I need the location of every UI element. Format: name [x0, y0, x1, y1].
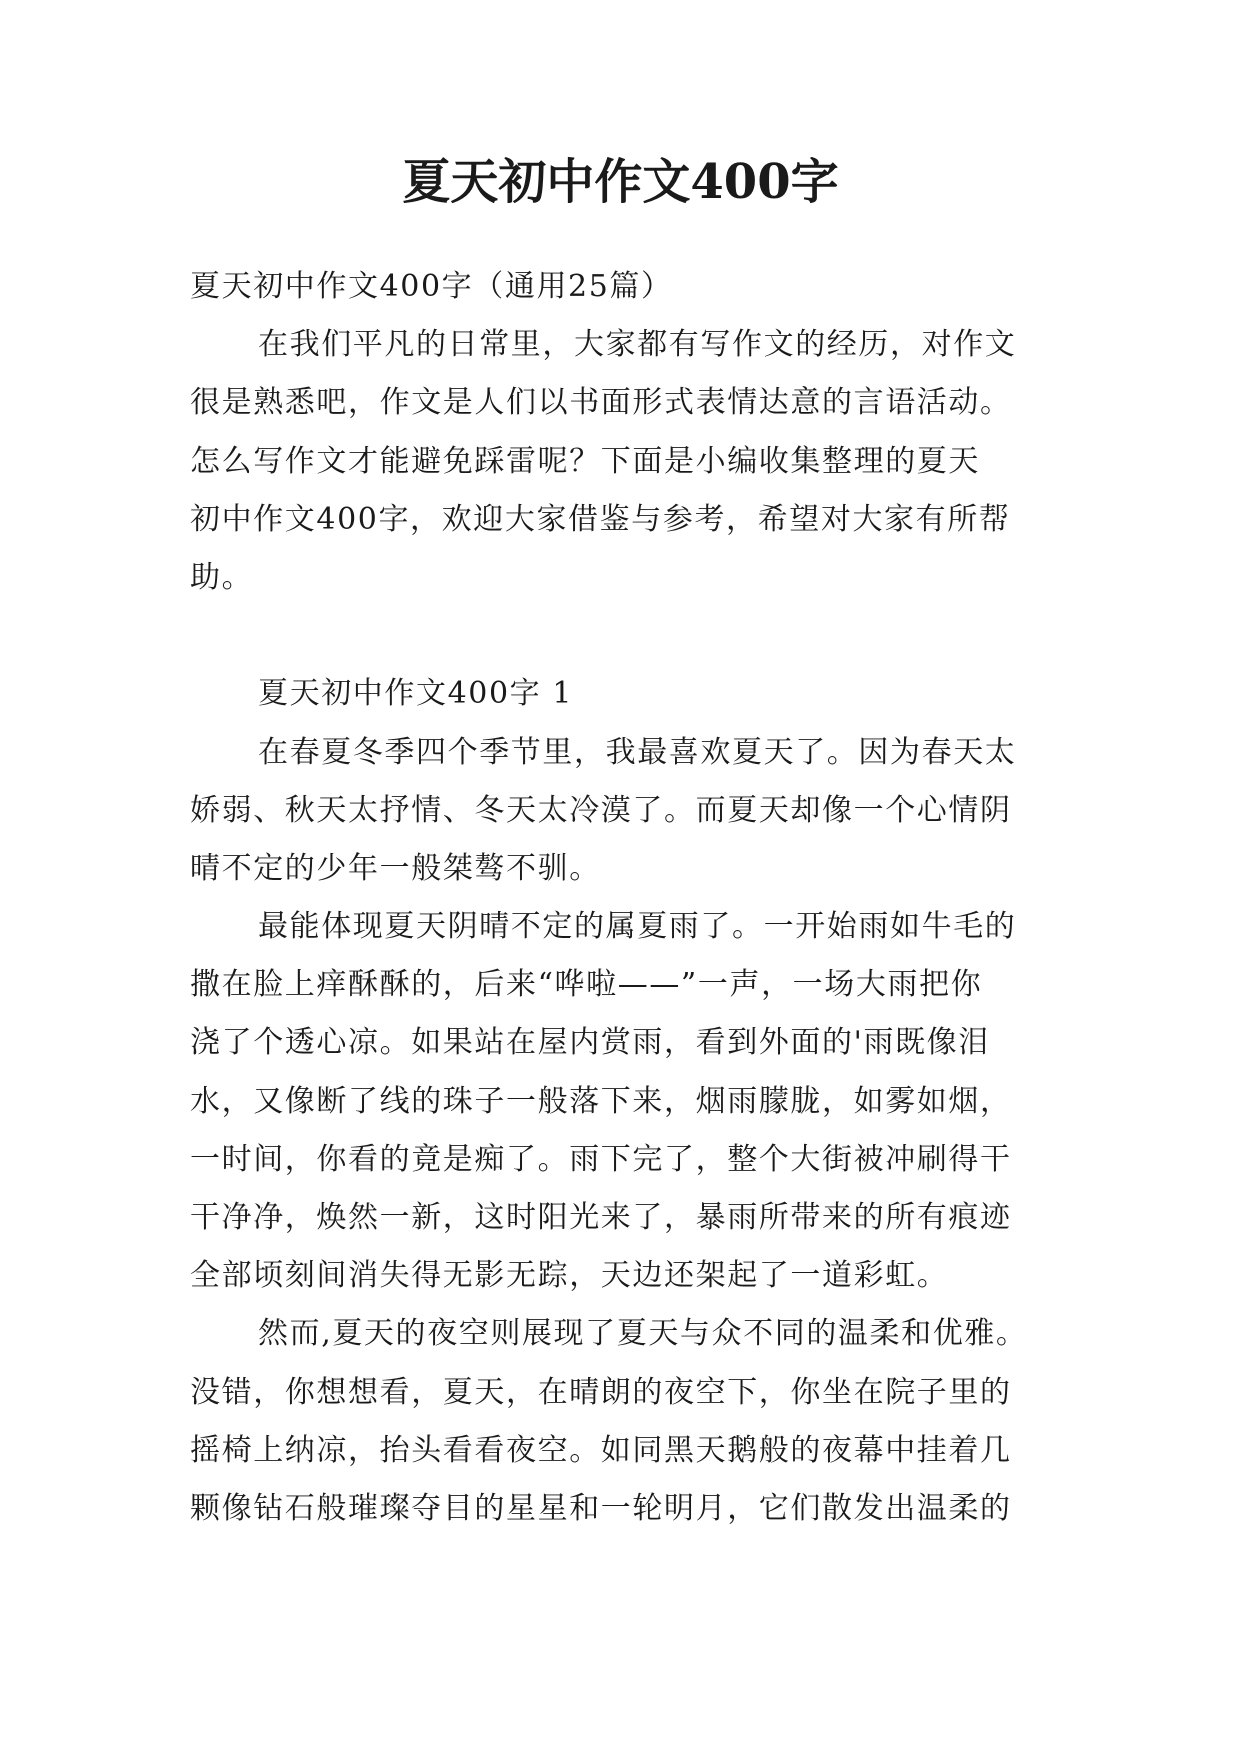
text-line: 颗像钻石般璀璨夺目的星星和一轮明月，它们散发出温柔的	[190, 1490, 1012, 1526]
text-line: 在春夏冬季四个季节里，我最喜欢夏天了。因为春天太	[258, 734, 1017, 770]
text-line: 初中作文400字，欢迎大家借鉴与参考，希望对大家有所帮	[190, 501, 1011, 537]
text-line: 全部顷刻间消失得无影无踪，天边还架起了一道彩虹。	[190, 1258, 949, 1294]
paragraph-1	[190, 724, 1060, 899]
document-title: 夏天初中作文400字	[402, 154, 839, 210]
section-heading: 夏天初中作文400字 1	[258, 676, 574, 712]
text-line: 娇弱、秋天太抒情、冬天太冷漠了。而夏天却像一个心情阴	[190, 792, 1012, 828]
text-line: 助。	[190, 559, 254, 595]
text-line: 水，又像断了线的珠子一般落下来，烟雨朦胧，如雾如烟，	[190, 1083, 1012, 1119]
text-line: 怎么写作文才能避免踩雷呢？下面是小编收集整理的夏天	[190, 443, 980, 479]
document-subtitle: 夏天初中作文400字（通用25篇）	[190, 269, 673, 304]
text-line: 一时间，你看的竟是痴了。雨下完了，整个大街被冲刷得干	[190, 1141, 1012, 1177]
intro-paragraph	[190, 316, 1060, 607]
document-body	[190, 258, 1060, 1538]
text-line: 干净净，焕然一新，这时阳光来了，暴雨所带来的所有痕迹	[190, 1200, 1012, 1235]
text-line: 最能体现夏天阴晴不定的属夏雨了。一开始雨如牛毛的	[258, 909, 1017, 945]
text-line: 摇椅上纳凉，抬头看看夜空。如同黑天鹅般的夜幕中挂着几	[190, 1432, 1012, 1468]
paragraph-spacer	[190, 607, 1060, 665]
text-line: 撒在脸上痒酥酥的，后来“哗啦——”一声，一场大雨把你	[190, 967, 983, 1003]
text-line: 很是熟悉吧，作文是人们以书面形式表情达意的言语活动。	[190, 385, 1012, 421]
paragraph-3	[190, 1305, 1060, 1538]
text-line: 浇了个透心凉。如果站在屋内赏雨，看到外面的'雨既像泪	[190, 1025, 990, 1061]
text-line: 晴不定的少年一般桀骜不驯。	[190, 850, 601, 886]
text-line: 没错，你想想看，夏天，在晴朗的夜空下，你坐在院子里的	[190, 1374, 1012, 1410]
text-line: 在我们平凡的日常里，大家都有写作文的经历，对作文	[258, 327, 1017, 363]
paragraph-2	[190, 898, 1060, 1305]
text-line: 然而,夏天的夜空则展现了夏天与众不同的温柔和优雅。	[258, 1316, 1028, 1352]
